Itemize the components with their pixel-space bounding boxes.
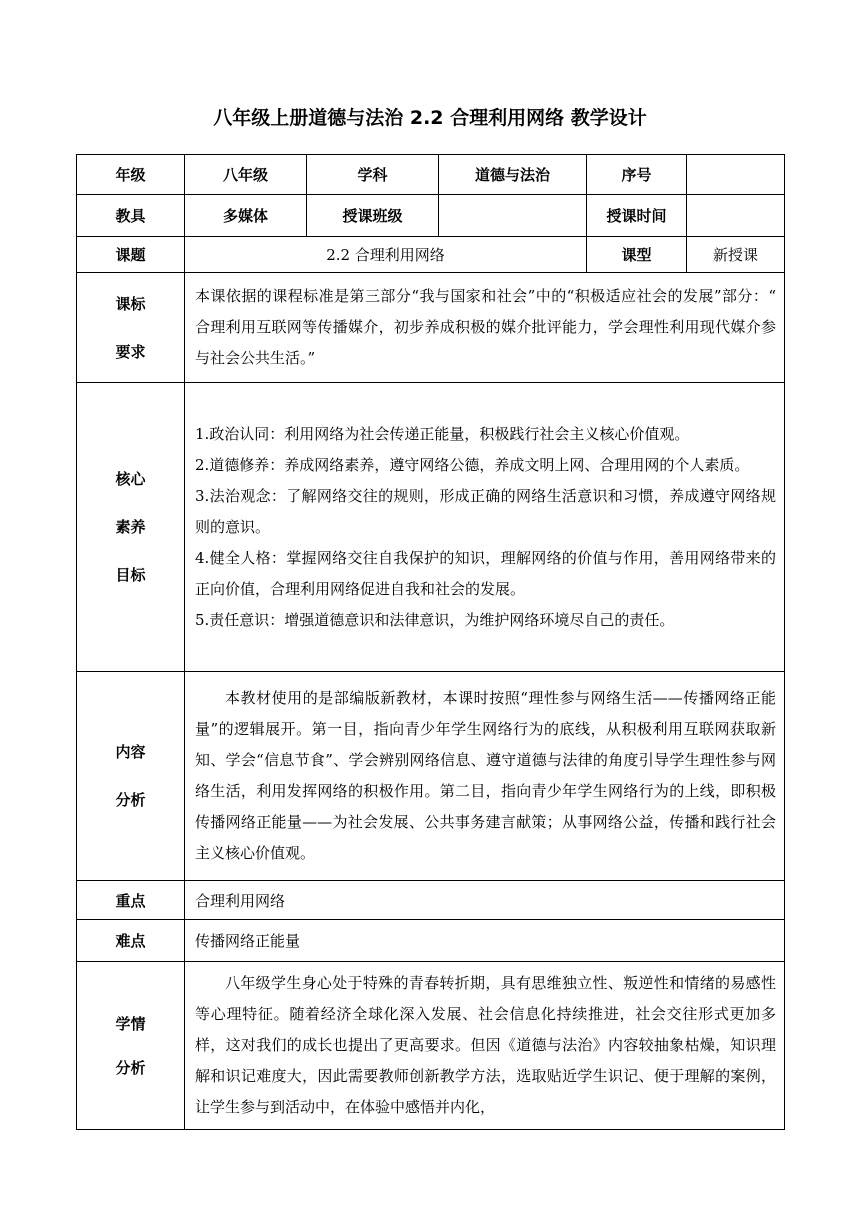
- document-title: 八年级上册道德与法治 2.2 合理利用网络 教学设计: [213, 107, 647, 129]
- content-text-cell: [185, 672, 785, 881]
- row-key-point: [77, 881, 785, 920]
- row-grade-subject: [77, 155, 785, 195]
- serial-value: [687, 155, 785, 195]
- literacy-item: 1.政治认同：利用网络为社会传递正能量，积极践行社会主义核心价值观。: [195, 424, 690, 443]
- student-text-cell: [185, 962, 785, 1130]
- literacy-item: 4.健全人格：掌握网络交往自我保护的知识，理解网络的价值与作用，善用网络带来的正向价值，合理利用网络促进自我和社会的发展。: [195, 548, 776, 598]
- row-literacy: [77, 383, 785, 672]
- class-value: [439, 195, 587, 237]
- grade-value: 八年级: [185, 155, 307, 195]
- student-text: 八年级学生身心处于特殊的青春转折期，具有思维独立性、叛逆性和情绪的易感性等心理特征。随着经济全球化深入发展、社会信息化持续推进，社会交往形式更加多样，这对我们的成长也提出了更高要求。但因《道德与法治》内容较抽象枯燥，知识理解和识记难度大，因此需要教师创新教学方法，选取贴近学生识记、便于理解的案例，让学生参与到活动中，在体验中感悟并内化，: [195, 974, 776, 1116]
- serial-label: 序号: [587, 155, 687, 195]
- row-topic: [77, 237, 785, 273]
- row-tools-class: [77, 195, 785, 237]
- row-content-analysis: [77, 672, 785, 881]
- content-text: 本教材使用的是部编版新教材，本课时按照“理性参与网络生活——传播网络正能量”的逻辑展开。第一目，指向青少年学生网络行为的底线，从积极利用互联网获取新知、学会“信息节食”、学会辨别网络信息、遵守道德与法律的角度引导学生理性参与网络生活，利用发挥网络的积极作用。第二目，指向青少年学生网络行为的上线，即积极传播网络正能量——为社会发展、公共事务建言献策；从事网络公益，传播和践行社会主义核心价值观。: [195, 689, 776, 862]
- standard-label-line2: 要求: [115, 342, 146, 361]
- content-label-line1: 内容: [115, 743, 146, 761]
- tools-value: 多媒体: [185, 195, 307, 237]
- content-label-line2: 分析: [115, 791, 146, 809]
- literacy-label-line2: 素养: [115, 518, 146, 536]
- key-point-text: 合理利用网络: [185, 881, 785, 920]
- time-label: 授课时间: [587, 195, 687, 237]
- student-label-line1: 学情: [115, 1014, 146, 1033]
- difficulty-label: 难点: [77, 920, 185, 962]
- standard-label: [77, 273, 185, 383]
- topic-value: 2.2 合理利用网络: [185, 237, 587, 273]
- subject-label: 学科: [307, 155, 439, 195]
- literacy-label-line3: 目标: [115, 566, 146, 584]
- standard-text-cell: [185, 273, 785, 383]
- row-student-analysis: [77, 962, 785, 1130]
- class-label: 授课班级: [307, 195, 439, 237]
- standard-text: 本课依据的课程标准是第三部分“我与国家和社会”中的“积极适应社会的发展”部分：“ 合理利用互联网等传播媒介，初步养成积极的媒介批评能力，学会理性利用现代媒介参与社会公共生活。”: [195, 287, 776, 367]
- standard-label-line1: 课标: [115, 294, 146, 313]
- time-value: [687, 195, 785, 237]
- literacy-item: 2.道德修养：养成网络素养，遵守网络公德，养成文明上网、合理用网的个人素质。: [195, 455, 750, 474]
- grade-label: 年级: [77, 155, 185, 195]
- literacy-label-line1: 核心: [115, 470, 146, 488]
- literacy-items-cell: [185, 383, 785, 672]
- type-value: 新授课: [687, 237, 785, 273]
- lesson-plan-table: [76, 154, 785, 1130]
- row-difficulty: [77, 920, 785, 962]
- literacy-item: 3.法治观念：了解网络交往的规则，形成正确的网络生活意识和习惯，养成遵守网络规则的意识。: [195, 486, 776, 536]
- student-label: [77, 962, 185, 1130]
- content-label: [77, 672, 185, 881]
- tools-label: 教具: [77, 195, 185, 237]
- type-label: 课型: [587, 237, 687, 273]
- difficulty-text: 传播网络正能量: [185, 920, 785, 962]
- subject-value: 道德与法治: [439, 155, 587, 195]
- student-label-line2: 分析: [115, 1058, 146, 1077]
- literacy-label: [77, 383, 185, 672]
- literacy-item: 5.责任意识：增强道德意识和法律意识，为维护网络环境尽自己的责任。: [195, 610, 675, 629]
- row-standard: [77, 273, 785, 383]
- key-point-label: 重点: [77, 881, 185, 920]
- topic-label: 课题: [77, 237, 185, 273]
